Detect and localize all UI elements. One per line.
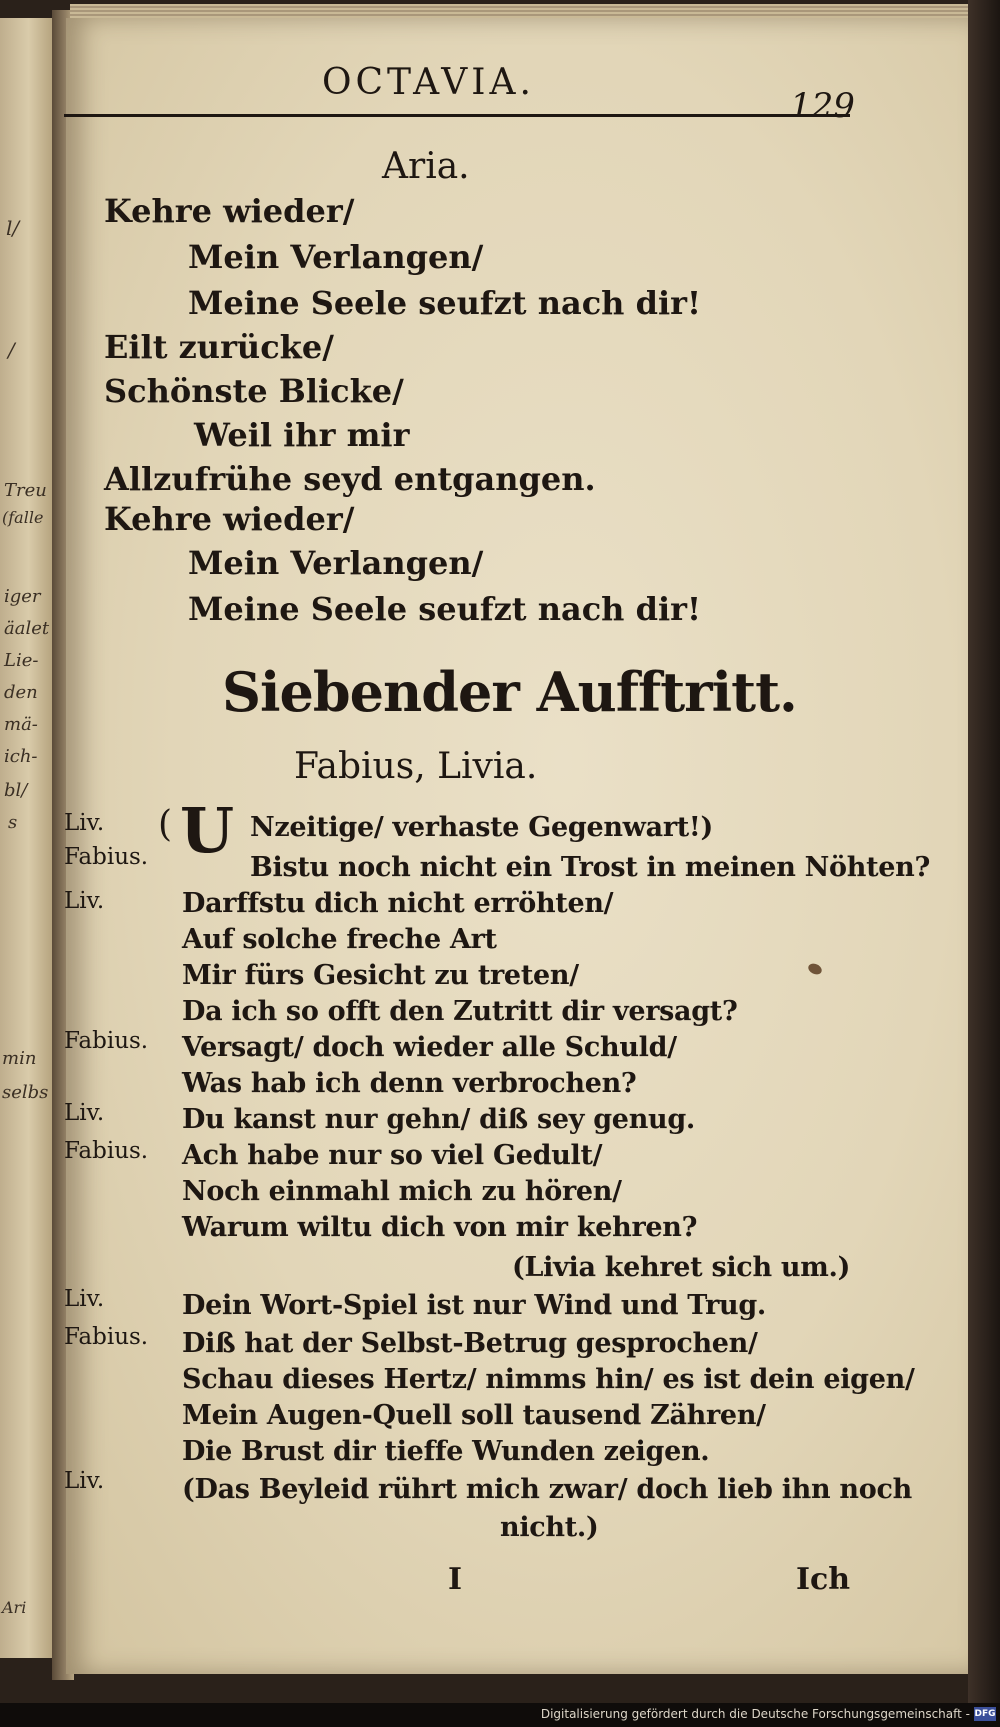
aria-line: Schönste Blicke/	[104, 372, 404, 410]
left-page-fragment: selbs	[2, 1082, 49, 1103]
speaker-label: Fabius.	[64, 1028, 149, 1054]
dialogue-line: Da ich so offt den Zutritt dir versagt?	[182, 996, 738, 1027]
left-page-fragment: iger	[4, 586, 41, 607]
dialogue-line: Auf solche freche Art	[182, 924, 497, 955]
left-page-fragment: l/	[6, 216, 20, 240]
dialogue-line: Dein Wort-Spiel ist nur Wind und Trug.	[182, 1290, 767, 1321]
dialogue-line: Mein Augen-Quell soll tausend Zähren/	[182, 1400, 766, 1431]
left-page-fragment: äalet	[4, 618, 50, 639]
aria-line: Weil ihr mir	[194, 416, 410, 454]
aria-line: Kehre wieder/	[104, 500, 355, 538]
aria-line: Allzufrühe seyd entgangen.	[104, 460, 596, 498]
dialogue-line: Ach habe nur so viel Gedult/	[182, 1140, 603, 1171]
left-page-fragment: bl/	[4, 780, 28, 801]
aria-line: Mein Verlangen/	[188, 544, 484, 582]
left-page-fragment: (falle	[2, 508, 44, 527]
signature-mark: I	[448, 1562, 463, 1597]
aria-line: Eilt zurücke/	[104, 328, 334, 366]
dialogue-line: (Das Beyleid rührt mich zwar/ doch lieb ihn noch	[182, 1474, 912, 1505]
scene-heading: Siebender Aufftritt.	[222, 660, 797, 724]
speaker-label: Liv.	[64, 1286, 105, 1312]
book-cover-edge	[968, 0, 1000, 1727]
left-page-edge	[0, 18, 55, 1658]
aria-line: Meine Seele seufzt nach dir!	[188, 284, 702, 322]
aria-line: Meine Seele seufzt nach dir!	[188, 590, 702, 628]
dialogue-line: Du kanst nur gehn/ diß sey genug.	[182, 1104, 696, 1135]
dialogue-line: Was hab ich denn verbrochen?	[182, 1068, 637, 1099]
left-page-fragment: /	[8, 338, 15, 362]
left-page-fragment: ich-	[4, 746, 38, 767]
left-page-fragment: mä-	[4, 714, 38, 735]
dialogue-line: Noch einmahl mich zu hören/	[182, 1176, 622, 1207]
dfg-logo-icon: DFG	[974, 1709, 996, 1719]
scene-persons: Fabius, Livia.	[294, 746, 538, 787]
dialogue-line: Versagt/ doch wieder alle Schuld/	[182, 1032, 677, 1063]
left-page-fragment: min	[2, 1048, 37, 1069]
open-parenthesis: (	[158, 804, 173, 845]
catchword: Ich	[796, 1562, 851, 1597]
dialogue-line: Die Brust dir tieffe Wunden zeigen.	[182, 1436, 710, 1467]
stage-direction: (Livia kehret sich um.)	[512, 1252, 851, 1283]
dialogue-line: Darffstu dich nicht erröhten/	[182, 888, 614, 919]
digitization-credit-bar	[0, 1703, 1000, 1727]
header-rule	[64, 114, 850, 117]
speaker-label: Fabius.	[64, 844, 149, 870]
left-page-fragment: s	[8, 812, 18, 833]
speaker-label: Fabius.	[64, 1324, 149, 1350]
dialogue-line: Mir fürs Gesicht zu treten/	[182, 960, 579, 991]
page-number: 129	[790, 86, 855, 126]
aria-line: Kehre wieder/	[104, 192, 355, 230]
digitization-credit: Digitalisierung gefördert durch die Deutsche Forschungsgemeinschaft -	[540, 1707, 970, 1721]
dialogue-line: Bistu noch nicht ein Trost in meinen Nöhten?	[250, 852, 930, 883]
speaker-label: Liv.	[64, 1100, 105, 1126]
speaker-label: Liv.	[64, 810, 105, 836]
dialogue-line: nicht.)	[500, 1512, 599, 1543]
left-page-fragment: Ari	[2, 1598, 27, 1617]
running-head: OCTAVIA.	[322, 62, 535, 103]
dialogue-line: Nzeitige/ verhaste Gegenwart!)	[250, 812, 713, 843]
left-page-fragment: Lie-	[4, 650, 39, 671]
speaker-label: Fabius.	[64, 1138, 149, 1164]
speaker-label: Liv.	[64, 888, 105, 914]
dialogue-line: Warum wiltu dich von mir kehren?	[182, 1212, 698, 1243]
left-page-fragment: den	[4, 682, 38, 703]
aria-line: Mein Verlangen/	[188, 238, 484, 276]
decorated-initial: U	[180, 794, 235, 867]
left-page-fragment: Treu	[4, 480, 47, 501]
aria-title: Aria.	[382, 146, 470, 187]
dialogue-line: Diß hat der Selbst-Betrug gesprochen/	[182, 1328, 758, 1359]
speaker-label: Liv.	[64, 1468, 105, 1494]
dialogue-line: Schau dieses Hertz/ nimms hin/ es ist dein eigen/	[182, 1364, 915, 1395]
